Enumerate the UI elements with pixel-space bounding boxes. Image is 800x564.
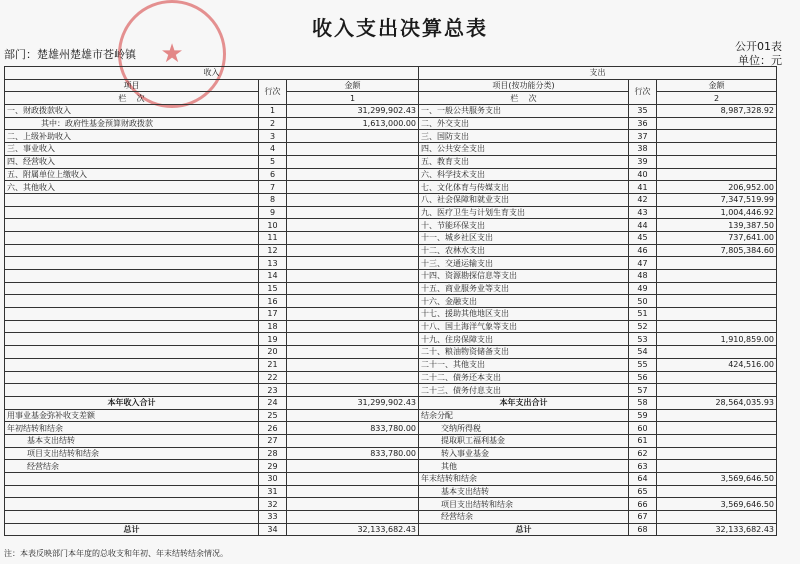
expense-item-cell: 其他	[419, 460, 629, 473]
expense-amount-cell	[657, 511, 777, 524]
expense-amount-cell: 3,569,646.50	[657, 473, 777, 486]
expense-amount-cell	[657, 384, 777, 397]
income-item-cell: 一、财政拨款收入	[5, 105, 259, 118]
table-row	[5, 320, 777, 333]
expense-item-cell: 十四、资源勘探信息等支出	[419, 270, 629, 283]
income-item-cell: 基本支出结转	[5, 434, 259, 447]
income-rowno-cell: 30	[259, 473, 287, 486]
income-col-index: 1	[287, 92, 419, 105]
expense-item-cell: 项目支出结转和结余	[419, 498, 629, 511]
income-rowno-cell: 5	[259, 155, 287, 168]
expense-rowno-cell: 54	[629, 346, 657, 359]
income-amount-cell	[287, 257, 419, 270]
income-amount-cell	[287, 460, 419, 473]
expense-rowno-cell: 52	[629, 320, 657, 333]
unit-label: 单位：元	[738, 54, 782, 67]
income-item-cell	[5, 485, 259, 498]
expense-amount-cell	[657, 460, 777, 473]
expense-item-cell: 提取职工福利基金	[419, 434, 629, 447]
income-item-cell	[5, 384, 259, 397]
income-lanci	[5, 92, 259, 105]
income-amount-cell	[287, 295, 419, 308]
expense-rowno-cell: 38	[629, 143, 657, 156]
expense-amount-cell: 8,987,328.92	[657, 105, 777, 118]
expense-rowno-cell: 60	[629, 422, 657, 435]
expense-rowno-cell: 59	[629, 409, 657, 422]
expense-amount-cell	[657, 257, 777, 270]
table-row	[5, 130, 777, 143]
income-amount-cell	[287, 320, 419, 333]
expense-item-cell: 二十三、债务付息支出	[419, 384, 629, 397]
table-row	[5, 257, 777, 270]
income-item-cell	[5, 498, 259, 511]
income-amount-cell	[287, 231, 419, 244]
income-item-cell	[5, 346, 259, 359]
expense-rowno-cell: 49	[629, 282, 657, 295]
table-row	[5, 371, 777, 384]
income-rowno-cell: 23	[259, 384, 287, 397]
income-header: 收入	[5, 67, 419, 80]
income-rowno-cell: 7	[259, 181, 287, 194]
income-amount-cell	[287, 282, 419, 295]
expense-amount-cell	[657, 130, 777, 143]
expense-lanci	[419, 92, 629, 105]
expense-amount-cell	[657, 422, 777, 435]
income-rowno-cell: 2	[259, 117, 287, 130]
expense-item-cell: 十七、援助其他地区支出	[419, 308, 629, 321]
expense-item-cell: 五、教育支出	[419, 155, 629, 168]
table-row	[5, 511, 777, 524]
expense-amount-cell	[657, 447, 777, 460]
expense-amount-cell	[657, 320, 777, 333]
expense-amount-cell	[657, 155, 777, 168]
expense-rowno-cell: 39	[629, 155, 657, 168]
expense-rowno-cell: 48	[629, 270, 657, 283]
income-amount-cell	[287, 193, 419, 206]
expense-item-cell: 六、科学技术支出	[419, 168, 629, 181]
income-amount-cell	[287, 346, 419, 359]
table-row	[5, 523, 777, 536]
expense-rowno-cell: 43	[629, 206, 657, 219]
expense-amount-cell	[657, 485, 777, 498]
table-row	[5, 181, 777, 194]
table-row	[5, 460, 777, 473]
income-rowno-cell: 31	[259, 485, 287, 498]
expense-item-cell: 十、节能环保支出	[419, 219, 629, 232]
income-rowno-cell: 34	[259, 523, 287, 536]
page-title: 收入支出决算总表	[312, 16, 488, 40]
expense-rowno-cell: 64	[629, 473, 657, 486]
table-row	[5, 409, 777, 422]
expense-item-cell: 转入事业基金	[419, 447, 629, 460]
table-row	[5, 422, 777, 435]
expense-amount-cell: 7,805,384.60	[657, 244, 777, 257]
income-amount-cell	[287, 308, 419, 321]
expense-amount-cell	[657, 346, 777, 359]
expense-amount-cell	[657, 282, 777, 295]
table-row	[5, 168, 777, 181]
expense-item-cell: 十六、金融支出	[419, 295, 629, 308]
expense-amount-cell	[657, 308, 777, 321]
income-rowno-cell: 21	[259, 358, 287, 371]
table-row	[5, 308, 777, 321]
expense-amount-cell: 139,387.50	[657, 219, 777, 232]
expense-item-cell: 总计	[419, 523, 629, 536]
table-row	[5, 117, 777, 130]
income-rowno-cell: 11	[259, 231, 287, 244]
header-row-1	[5, 67, 777, 80]
income-amount-cell	[287, 333, 419, 346]
income-rowno-cell: 15	[259, 282, 287, 295]
income-rowno-cell: 20	[259, 346, 287, 359]
table-row	[5, 231, 777, 244]
ci-label: 次	[528, 93, 537, 103]
table-row	[5, 346, 777, 359]
expense-rowno-cell: 41	[629, 181, 657, 194]
expense-item-cell: 二十、粮油物资储备支出	[419, 346, 629, 359]
expense-amount-cell: 206,952.00	[657, 181, 777, 194]
table-row	[5, 333, 777, 346]
income-amount-cell	[287, 498, 419, 511]
expense-item-cell: 一、一般公共服务支出	[419, 105, 629, 118]
expense-item-cell: 二、外交支出	[419, 117, 629, 130]
income-rowno-cell: 17	[259, 308, 287, 321]
income-amount-cell	[287, 485, 419, 498]
expense-rowno-cell: 56	[629, 371, 657, 384]
expense-amount-cell	[657, 270, 777, 283]
income-rowno-cell: 22	[259, 371, 287, 384]
seal-star-icon: ★	[160, 39, 184, 69]
table-row	[5, 155, 777, 168]
table-row	[5, 358, 777, 371]
expense-rowno-cell: 55	[629, 358, 657, 371]
income-rowno-cell: 14	[259, 270, 287, 283]
expense-amount-cell	[657, 143, 777, 156]
income-amount-cell	[287, 358, 419, 371]
table-row	[5, 396, 777, 409]
income-rowno-cell: 33	[259, 511, 287, 524]
income-item-cell	[5, 257, 259, 270]
department-label: 部门：楚雄州楚雄市苍岭镇	[4, 48, 136, 61]
income-amount-cell	[287, 181, 419, 194]
income-item-cell	[5, 282, 259, 295]
lan-label: 栏	[510, 93, 519, 103]
income-rowno-header: 行次	[259, 79, 287, 104]
table-row	[5, 206, 777, 219]
income-rowno-cell: 13	[259, 257, 287, 270]
expense-item-cell: 交纳所得税	[419, 422, 629, 435]
income-item-cell	[5, 358, 259, 371]
income-amount-header: 金额	[287, 79, 419, 92]
income-amount-cell: 31,299,902.43	[287, 396, 419, 409]
income-item-cell: 三、事业收入	[5, 143, 259, 156]
income-item-cell: 项目支出结转和结余	[5, 447, 259, 460]
income-amount-cell	[287, 371, 419, 384]
income-amount-cell	[287, 130, 419, 143]
budget-table	[4, 66, 777, 536]
expense-item-cell: 本年支出合计	[419, 396, 629, 409]
header-row-2	[5, 79, 777, 92]
expense-item-cell: 二十一、其他支出	[419, 358, 629, 371]
expense-rowno-cell: 37	[629, 130, 657, 143]
income-amount-cell	[287, 143, 419, 156]
income-amount-cell	[287, 244, 419, 257]
income-rowno-cell: 9	[259, 206, 287, 219]
expense-rowno-cell: 58	[629, 396, 657, 409]
income-amount-cell: 1,613,000.00	[287, 117, 419, 130]
table-row	[5, 434, 777, 447]
income-amount-cell	[287, 473, 419, 486]
table-row	[5, 384, 777, 397]
expense-rowno-cell: 51	[629, 308, 657, 321]
income-item-cell: 四、经营收入	[5, 155, 259, 168]
lan-label: 栏	[118, 93, 127, 103]
expense-item-cell: 二十二、债务还本支出	[419, 371, 629, 384]
expense-item-cell: 十八、国土海洋气象等支出	[419, 320, 629, 333]
income-item-cell: 用事业基金弥补收支差额	[5, 409, 259, 422]
table-row	[5, 447, 777, 460]
expense-item-cell: 结余分配	[419, 409, 629, 422]
income-rowno-cell: 19	[259, 333, 287, 346]
income-rowno-cell: 29	[259, 460, 287, 473]
expense-rowno-cell: 50	[629, 295, 657, 308]
expense-item-cell: 年末结转和结余	[419, 473, 629, 486]
income-item-cell: 二、上级补助收入	[5, 130, 259, 143]
expense-col-index: 2	[657, 92, 777, 105]
table-row	[5, 244, 777, 257]
table-row	[5, 270, 777, 283]
income-item-cell: 其中：政府性基金预算财政拨款	[5, 117, 259, 130]
expense-rowno-cell: 67	[629, 511, 657, 524]
footnote: 注：本表反映部门本年度的总收支和年初、年末结转结余情况。	[4, 549, 228, 558]
table-row	[5, 219, 777, 232]
income-rowno-cell: 1	[259, 105, 287, 118]
income-rowno-cell: 18	[259, 320, 287, 333]
income-item-cell	[5, 270, 259, 283]
expense-rowno-cell: 61	[629, 434, 657, 447]
income-item-cell	[5, 308, 259, 321]
expense-rowno-cell: 44	[629, 219, 657, 232]
expense-amount-cell: 28,564,035.93	[657, 396, 777, 409]
income-item-cell	[5, 193, 259, 206]
table-row	[5, 282, 777, 295]
expense-item-cell: 十五、商业服务业等支出	[419, 282, 629, 295]
expense-item-cell: 十一、城乡社区支出	[419, 231, 629, 244]
income-rowno-cell: 27	[259, 434, 287, 447]
table-row	[5, 143, 777, 156]
income-item-cell	[5, 295, 259, 308]
income-amount-cell	[287, 155, 419, 168]
expense-rowno-cell: 42	[629, 193, 657, 206]
income-item-cell: 总计	[5, 523, 259, 536]
expense-amount-cell	[657, 117, 777, 130]
expense-amount-cell	[657, 168, 777, 181]
expense-rowno-cell: 63	[629, 460, 657, 473]
income-rowno-cell: 26	[259, 422, 287, 435]
income-item-cell	[5, 511, 259, 524]
income-rowno-cell: 6	[259, 168, 287, 181]
expense-rowno-cell: 47	[629, 257, 657, 270]
income-item-cell	[5, 320, 259, 333]
expense-amount-cell	[657, 295, 777, 308]
income-rowno-cell: 4	[259, 143, 287, 156]
income-rowno-cell: 32	[259, 498, 287, 511]
expense-amount-cell: 737,641.00	[657, 231, 777, 244]
income-item-cell	[5, 473, 259, 486]
income-amount-cell: 833,780.00	[287, 422, 419, 435]
expense-item-cell: 七、文化体育与传媒支出	[419, 181, 629, 194]
table-row	[5, 473, 777, 486]
income-amount-cell: 833,780.00	[287, 447, 419, 460]
income-rowno-cell: 24	[259, 396, 287, 409]
expense-amount-cell: 3,569,646.50	[657, 498, 777, 511]
table-row	[5, 485, 777, 498]
expense-header: 支出	[419, 67, 777, 80]
income-rowno-cell: 10	[259, 219, 287, 232]
income-rowno-cell: 3	[259, 130, 287, 143]
expense-item-header: 项目(按功能分类)	[419, 79, 629, 92]
expense-amount-cell: 7,347,519.99	[657, 193, 777, 206]
income-rowno-cell: 16	[259, 295, 287, 308]
income-amount-cell	[287, 206, 419, 219]
expense-rowno-cell: 40	[629, 168, 657, 181]
expense-rowno-cell: 68	[629, 523, 657, 536]
expense-rowno-header: 行次	[629, 79, 657, 104]
income-rowno-cell: 12	[259, 244, 287, 257]
expense-amount-cell: 424,516.00	[657, 358, 777, 371]
income-item-cell: 本年收入合计	[5, 396, 259, 409]
expense-amount-cell	[657, 409, 777, 422]
income-amount-cell	[287, 168, 419, 181]
expense-rowno-cell: 53	[629, 333, 657, 346]
expense-item-cell: 经营结余	[419, 511, 629, 524]
income-item-cell	[5, 333, 259, 346]
expense-amount-cell	[657, 371, 777, 384]
expense-item-cell: 十二、农林水支出	[419, 244, 629, 257]
expense-amount-cell: 32,133,682.43	[657, 523, 777, 536]
expense-rowno-cell: 46	[629, 244, 657, 257]
header-row-3	[5, 92, 777, 105]
expense-rowno-cell: 45	[629, 231, 657, 244]
expense-item-cell: 八、社会保障和就业支出	[419, 193, 629, 206]
income-item-cell	[5, 219, 259, 232]
expense-rowno-cell: 65	[629, 485, 657, 498]
income-amount-cell	[287, 409, 419, 422]
income-amount-cell	[287, 219, 419, 232]
income-item-cell	[5, 231, 259, 244]
expense-item-cell: 三、国防支出	[419, 130, 629, 143]
income-item-cell	[5, 244, 259, 257]
income-rowno-cell: 8	[259, 193, 287, 206]
income-item-cell	[5, 371, 259, 384]
expense-amount-cell	[657, 434, 777, 447]
expense-item-cell: 九、医疗卫生与计划生育支出	[419, 206, 629, 219]
expense-rowno-cell: 35	[629, 105, 657, 118]
table-row	[5, 105, 777, 118]
expense-item-cell: 十九、住房保障支出	[419, 333, 629, 346]
ci-label: 次	[136, 93, 145, 103]
income-item-cell: 五、附属单位上缴收入	[5, 168, 259, 181]
expense-rowno-cell: 66	[629, 498, 657, 511]
income-amount-cell: 32,133,682.43	[287, 523, 419, 536]
table-row	[5, 193, 777, 206]
income-item-cell: 经营结余	[5, 460, 259, 473]
expense-item-cell: 基本支出结转	[419, 485, 629, 498]
income-amount-cell	[287, 511, 419, 524]
income-amount-cell: 31,299,902.43	[287, 105, 419, 118]
form-number: 公开01表	[735, 40, 782, 53]
expense-amount-cell: 1,910,859.00	[657, 333, 777, 346]
expense-amount-header: 金额	[657, 79, 777, 92]
income-rowno-cell: 28	[259, 447, 287, 460]
income-amount-cell	[287, 270, 419, 283]
expense-item-cell: 四、公共安全支出	[419, 143, 629, 156]
expense-item-cell: 十三、交通运输支出	[419, 257, 629, 270]
expense-rowno-cell: 62	[629, 447, 657, 460]
expense-rowno-cell: 36	[629, 117, 657, 130]
income-amount-cell	[287, 434, 419, 447]
income-item-cell	[5, 206, 259, 219]
income-rowno-cell: 25	[259, 409, 287, 422]
income-amount-cell	[287, 384, 419, 397]
table-row	[5, 295, 777, 308]
income-item-cell: 年初结转和结余	[5, 422, 259, 435]
income-item-cell: 六、其他收入	[5, 181, 259, 194]
table-row	[5, 498, 777, 511]
expense-rowno-cell: 57	[629, 384, 657, 397]
expense-amount-cell: 1,004,446.92	[657, 206, 777, 219]
income-item-header: 项目	[5, 79, 259, 92]
